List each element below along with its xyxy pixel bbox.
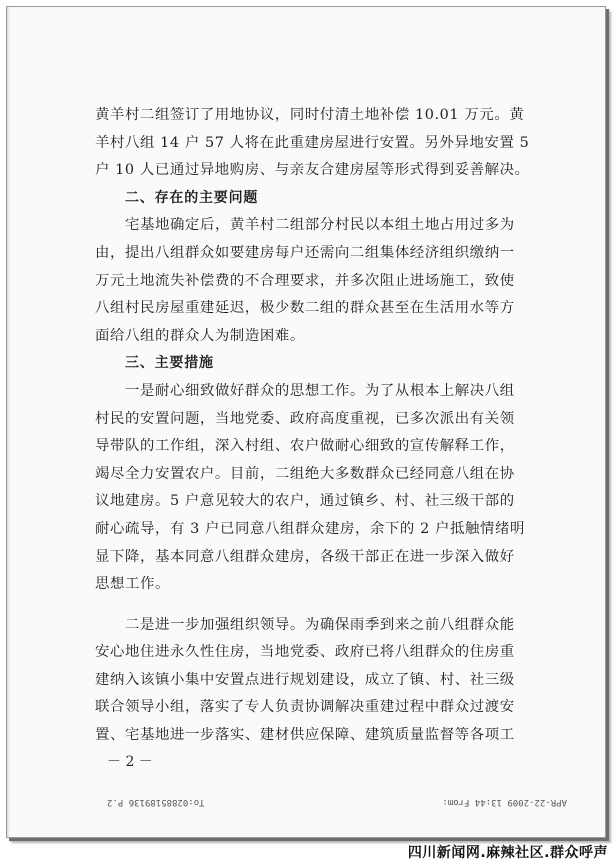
- text-line: 黄羊村二组签订了用地协议，同时付清土地补偿 10.01 万元。黄: [95, 107, 525, 123]
- fax-header-right: To:02885189136 P.2: [107, 797, 205, 807]
- text-line: 竭尽全力安置农户。目前，二组绝大多数群众已经同意八组在协: [95, 465, 515, 482]
- text-line: 户 10 人已通过异地购房、与亲友合建房屋等形式得到妥善解决。: [95, 162, 530, 179]
- text-line: 一是耐心细致做好群众的思想工作。为了从根本上解决八组: [125, 382, 515, 399]
- site-watermark: 四川新闻网.麻辣社区.群众呼声: [407, 845, 608, 861]
- text-line: 由，提出八组群众如要建房每户还需向二组集体经济组织缴纳一: [95, 244, 515, 261]
- text-line: 安心地住进永久性住房，当地党委、政府已将八组群众的住房重: [95, 644, 515, 661]
- scan-edge-shadow: [7, 7, 10, 837]
- text-line: 置、宅基地进一步落实、建材供应保障、建筑质量监督等各项工: [95, 727, 515, 744]
- text-line: 联合领导小组，落实了专人负责协调解决重建过程中群众过渡安: [95, 699, 515, 716]
- text-line: 显下降，基本同意八组群众建房，各级干部正在进一步深入做好: [95, 548, 515, 565]
- document-body: [95, 102, 535, 750]
- text-line: 耐心疏导，有 3 户已同意八组群众建房，余下的 2 户抵触情绪明: [95, 520, 525, 537]
- text-line: 面给八组的群众人为制造困难。: [95, 327, 305, 344]
- text-line: 建纳入该镇小集中安置点进行规划建设，成立了镇、村、社三级: [95, 671, 515, 688]
- text-line: 议地建房。5 户意见较大的农户，通过镇乡、村、社三级干部的: [95, 493, 515, 510]
- paragraph-gap: [95, 599, 535, 612]
- section-heading: 三、主要措施: [125, 355, 214, 372]
- fax-header-line: [107, 797, 567, 807]
- section-heading: 二、存在的主要问题: [125, 189, 259, 206]
- text-line: 宅基地确定后，黄羊村二组部分村民以本组土地占用过多为: [125, 217, 515, 234]
- fax-header-left: APR-22-2009 13:44 From:: [442, 797, 567, 807]
- page-number: － 2 －: [107, 754, 153, 770]
- text-line: 羊村八组 14 户 57 人将在此重建房屋进行安置。另外异地安置 5: [95, 134, 530, 151]
- scanned-page: [6, 6, 606, 838]
- text-line: 导带队的工作组，深入村组、农户做耐心细致的宣传解释工作，: [95, 438, 515, 455]
- text-line: 八组村民房屋重建延迟，极少数二组的群众甚至在生活用水等方: [95, 300, 515, 317]
- text-line: 万元土地流失补偿费的不合理要求，并多次阻止进场施工，致使: [95, 272, 515, 289]
- text-line: 村民的安置问题，当地党委、政府高度重视，已多次派出有关领: [95, 410, 515, 427]
- text-line: 思想工作。: [95, 576, 170, 593]
- text-line: 二是进一步加强组织领导。为确保雨季到来之前八组群众能: [125, 616, 515, 633]
